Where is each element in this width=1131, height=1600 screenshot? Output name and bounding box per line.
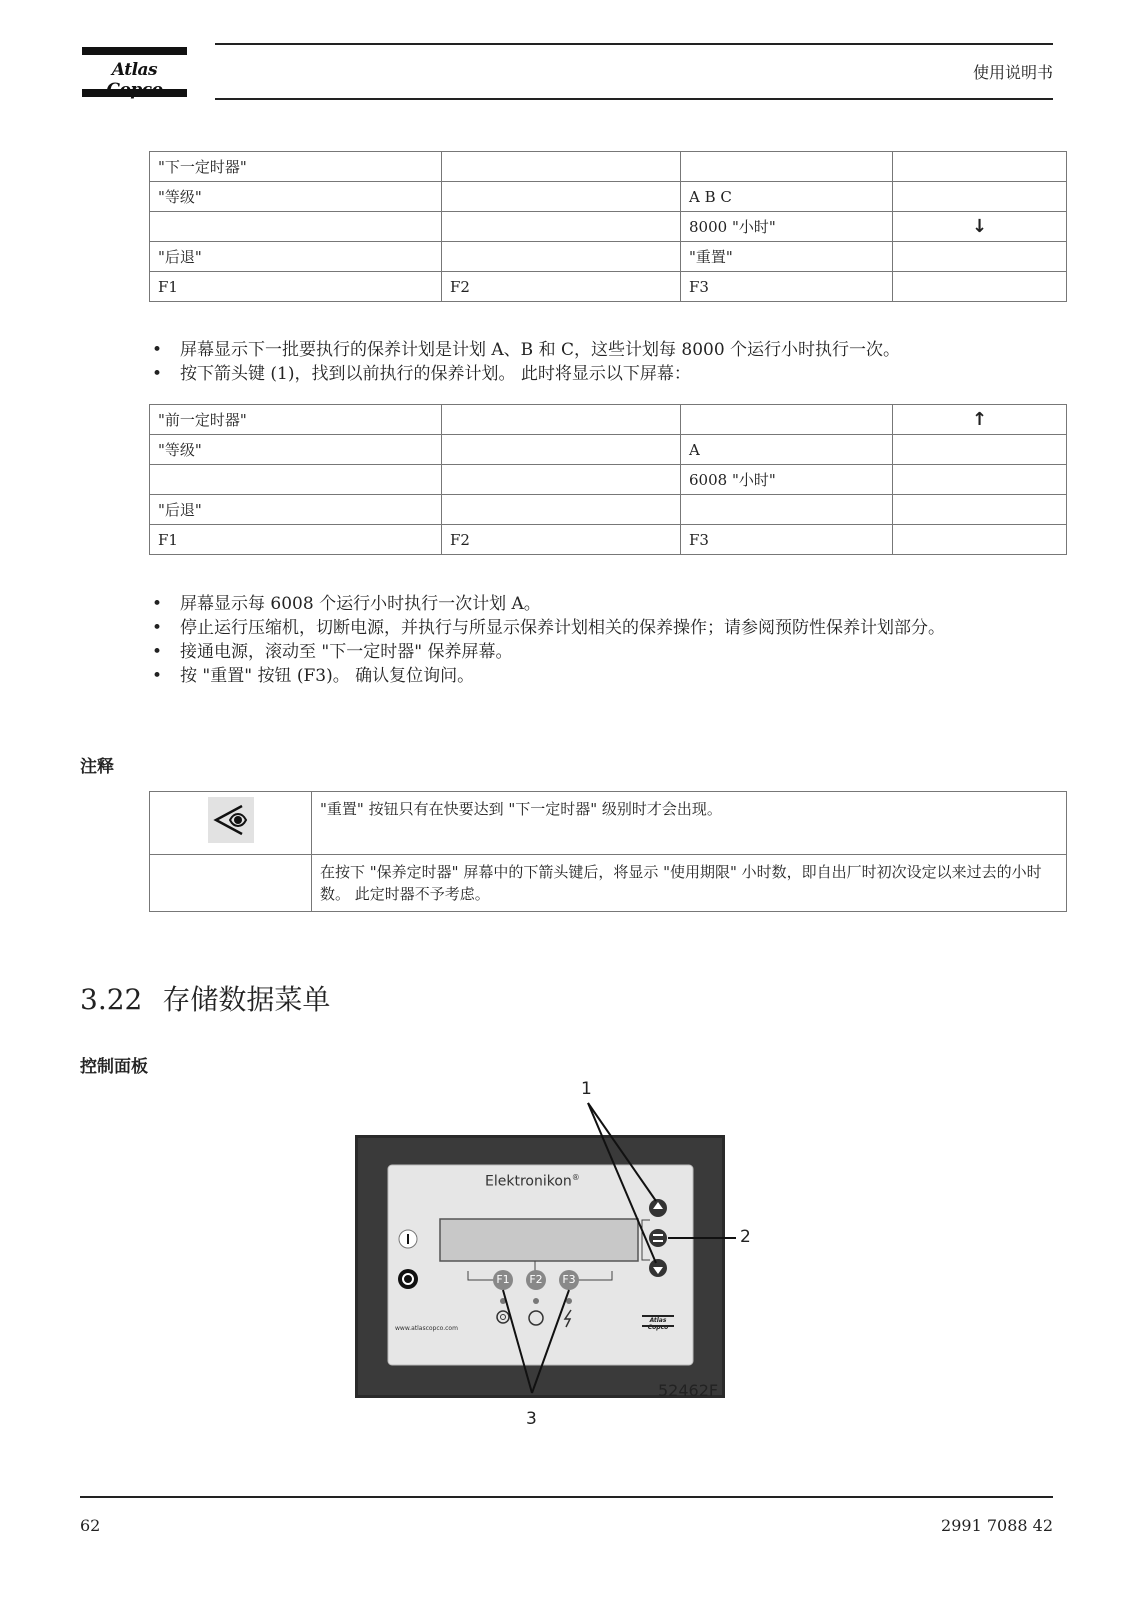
previous-timer-screen-table xyxy=(149,404,1067,555)
table-cell: 8000 "小时" xyxy=(681,212,893,242)
table-row xyxy=(150,182,1067,212)
table-cell: "后退" xyxy=(150,242,442,272)
table-cell xyxy=(442,465,681,495)
table-cell xyxy=(442,435,681,465)
table-cell xyxy=(442,212,681,242)
table-cell: F3 xyxy=(681,525,893,555)
table-row xyxy=(150,152,1067,182)
table-cell: 6008 "小时" xyxy=(681,465,893,495)
note-text: "重置" 按钮只有在快要达到 "下一定时器" 级别时才会出现。 xyxy=(312,792,1067,855)
section-heading xyxy=(80,978,330,1018)
table-cell: "后退" xyxy=(150,495,442,525)
table-cell: "下一定时器" xyxy=(150,152,442,182)
table-cell xyxy=(150,212,442,242)
panel-logo: Atlas Copco xyxy=(647,1317,669,1331)
table-cell xyxy=(893,272,1067,302)
table-cell xyxy=(442,495,681,525)
table-cell: F2 xyxy=(442,272,681,302)
table-row xyxy=(150,465,1067,495)
table-cell: F2 xyxy=(442,525,681,555)
table-row xyxy=(150,855,1067,912)
header-rule-top xyxy=(215,43,1053,45)
table-cell xyxy=(893,465,1067,495)
table-cell: "前一定时器" xyxy=(150,405,442,435)
notes-heading: 注释 xyxy=(80,757,114,777)
note-icon-cell xyxy=(150,792,312,855)
key-f3[interactable]: F3 xyxy=(562,1273,576,1286)
table-row xyxy=(150,525,1067,555)
section-number: 3.22 xyxy=(80,983,143,1016)
table-cell xyxy=(150,465,442,495)
table-row xyxy=(150,242,1067,272)
registered-mark: ® xyxy=(571,1173,580,1182)
key-f1[interactable]: F1 xyxy=(496,1273,510,1286)
table-row xyxy=(150,792,1067,855)
arrow-down-icon: ↓ xyxy=(893,212,1067,242)
table-cell: "等级" xyxy=(150,435,442,465)
table-cell: A xyxy=(681,435,893,465)
table-cell: F1 xyxy=(150,525,442,555)
table-cell xyxy=(681,405,893,435)
table-cell xyxy=(681,152,893,182)
table-cell: "等级" xyxy=(150,182,442,212)
table-cell xyxy=(442,242,681,272)
list-item: • 按 "重置" 按钮 (F3)。 确认复位询问。 xyxy=(150,664,1060,688)
table-row xyxy=(150,435,1067,465)
list-item: • 按下箭头键 (1)，找到以前执行的保养计划。 此时将显示以下屏幕： xyxy=(150,362,1060,386)
document-number: 2991 7088 42 xyxy=(941,1516,1053,1535)
table-cell xyxy=(893,495,1067,525)
document-type: 使用说明书 xyxy=(972,63,1053,82)
panel-brand-name: Elektronikon xyxy=(485,1173,572,1190)
table-cell xyxy=(442,405,681,435)
list-item: • 接通电源，滚动至 "下一定时器" 保养屏幕。 xyxy=(150,640,1060,664)
table-cell xyxy=(893,435,1067,465)
bullet-list-1 xyxy=(150,338,1060,386)
table-cell xyxy=(893,242,1067,272)
control-panel-figure xyxy=(350,1079,751,1432)
bullet-list-2 xyxy=(150,592,1060,688)
panel-website: www.atlascopco.com xyxy=(395,1325,458,1332)
list-item: • 停止运行压缩机，切断电源，并执行与所显示保养计划相关的保养操作；请参阅预防性保养计划部分。 xyxy=(150,616,1060,640)
key-f2[interactable]: F2 xyxy=(529,1273,543,1286)
table-cell xyxy=(150,855,312,912)
table-cell: F3 xyxy=(681,272,893,302)
table-row xyxy=(150,495,1067,525)
control-panel-heading: 控制面板 xyxy=(80,1057,148,1077)
table-cell: A B C xyxy=(681,182,893,212)
figure-id: 52462F xyxy=(658,1381,719,1400)
table-cell: "重置" xyxy=(681,242,893,272)
section-title: 存储数据菜单 xyxy=(162,983,331,1016)
eye-note-icon xyxy=(208,797,254,843)
table-row xyxy=(150,405,1067,435)
next-timer-screen-table xyxy=(149,151,1067,302)
table-cell xyxy=(442,182,681,212)
callout-3: 3 xyxy=(526,1409,537,1429)
list-item: • 屏幕显示下一批要执行的保养计划是计划 A、B 和 C，这些计划每 8000 个运行小时执行一次。 xyxy=(150,338,1060,362)
panel-brand xyxy=(485,1173,580,1190)
header-rule-bottom xyxy=(215,98,1053,100)
table-cell xyxy=(442,152,681,182)
arrow-up-icon: ↑ xyxy=(893,405,1067,435)
footer-rule xyxy=(80,1496,1053,1498)
list-item: • 屏幕显示每 6008 个运行小时执行一次计划 A。 xyxy=(150,592,1060,616)
table-cell: F1 xyxy=(150,272,442,302)
table-cell xyxy=(893,525,1067,555)
table-row xyxy=(150,212,1067,242)
atlas-copco-logo xyxy=(82,47,187,99)
page-number: 62 xyxy=(80,1516,101,1535)
table-cell xyxy=(893,182,1067,212)
callout-1: 1 xyxy=(581,1079,592,1099)
logo-text: Atlas xyxy=(111,60,158,80)
table-cell xyxy=(893,152,1067,182)
callout-2: 2 xyxy=(740,1227,751,1247)
notes-table xyxy=(149,791,1067,912)
table-row xyxy=(150,272,1067,302)
note-text: 在按下 "保养定时器" 屏幕中的下箭头键后，将显示 "使用期限" 小时数，即自出厂时初次设定以来过去的小时数。 此定时器不予考虑。 xyxy=(312,855,1067,912)
table-cell xyxy=(681,495,893,525)
